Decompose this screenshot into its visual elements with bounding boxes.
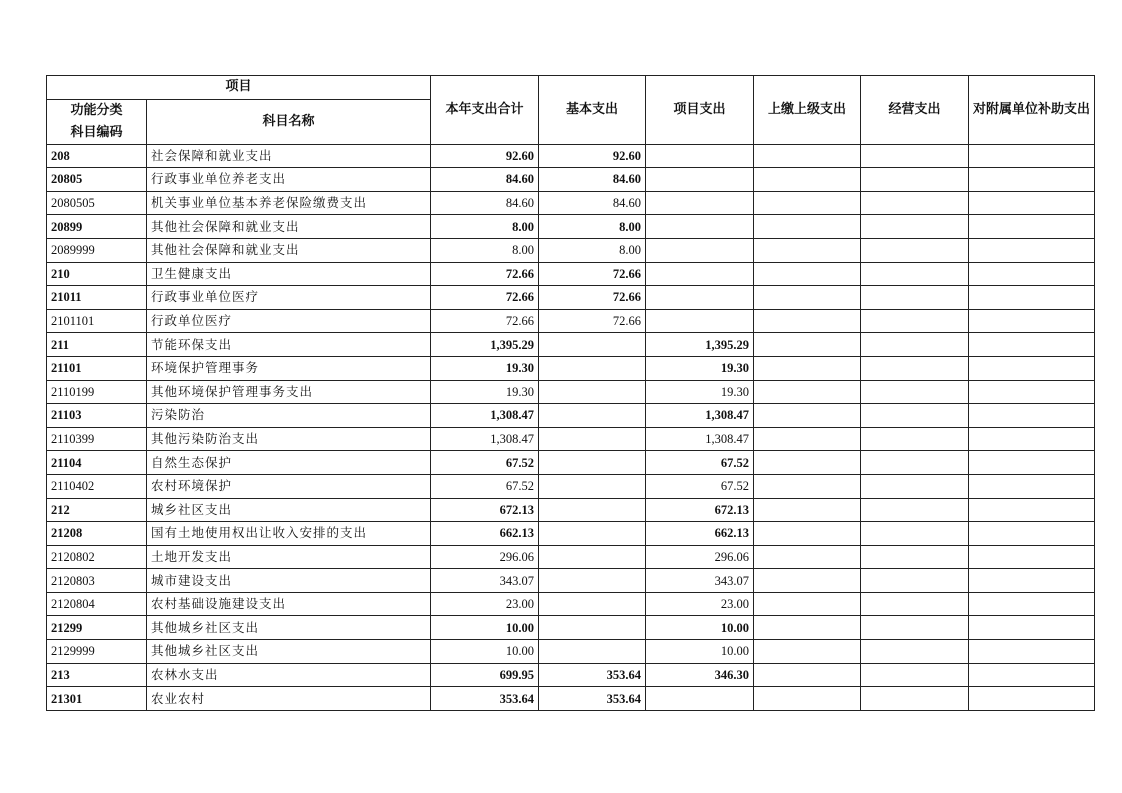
cell-upper bbox=[754, 168, 861, 192]
cell-total: 72.66 bbox=[431, 309, 539, 333]
table-row bbox=[47, 616, 1095, 640]
cell-total: 1,308.47 bbox=[431, 404, 539, 428]
cell-operating bbox=[861, 592, 969, 616]
table-row bbox=[47, 356, 1095, 380]
cell-code: 212 bbox=[47, 498, 147, 522]
cell-name: 行政事业单位医疗 bbox=[147, 286, 431, 310]
cell-operating bbox=[861, 545, 969, 569]
cell-total: 1,308.47 bbox=[431, 427, 539, 451]
cell-upper bbox=[754, 427, 861, 451]
cell-operating bbox=[861, 427, 969, 451]
cell-basic: 353.64 bbox=[539, 687, 646, 711]
table-row bbox=[47, 380, 1095, 404]
cell-name: 国有土地使用权出让收入安排的支出 bbox=[147, 522, 431, 546]
table-row bbox=[47, 168, 1095, 192]
table-body bbox=[47, 144, 1095, 710]
header-project-expenditure: 项目支出 bbox=[646, 76, 754, 145]
cell-basic: 72.66 bbox=[539, 262, 646, 286]
cell-project: 343.07 bbox=[646, 569, 754, 593]
cell-total: 662.13 bbox=[431, 522, 539, 546]
cell-code: 21104 bbox=[47, 451, 147, 475]
cell-basic bbox=[539, 569, 646, 593]
table-row bbox=[47, 663, 1095, 687]
cell-project: 19.30 bbox=[646, 356, 754, 380]
table-row bbox=[47, 404, 1095, 428]
cell-subsidiary bbox=[969, 451, 1095, 475]
cell-project: 662.13 bbox=[646, 522, 754, 546]
cell-project: 1,308.47 bbox=[646, 404, 754, 428]
table-row bbox=[47, 592, 1095, 616]
cell-basic: 72.66 bbox=[539, 286, 646, 310]
cell-upper bbox=[754, 262, 861, 286]
cell-upper bbox=[754, 309, 861, 333]
cell-name: 环境保护管理事务 bbox=[147, 356, 431, 380]
cell-subsidiary bbox=[969, 687, 1095, 711]
header-code-line1: 功能分类 bbox=[70, 102, 123, 118]
cell-upper bbox=[754, 144, 861, 168]
cell-total: 19.30 bbox=[431, 356, 539, 380]
cell-operating bbox=[861, 309, 969, 333]
header-total-expenditure: 本年支出合计 bbox=[431, 76, 539, 145]
cell-operating bbox=[861, 333, 969, 357]
cell-basic bbox=[539, 640, 646, 664]
cell-project: 672.13 bbox=[646, 498, 754, 522]
cell-upper bbox=[754, 592, 861, 616]
cell-total: 353.64 bbox=[431, 687, 539, 711]
cell-basic bbox=[539, 333, 646, 357]
cell-operating bbox=[861, 569, 969, 593]
cell-basic: 353.64 bbox=[539, 663, 646, 687]
cell-code: 211 bbox=[47, 333, 147, 357]
table-row bbox=[47, 427, 1095, 451]
cell-subsidiary bbox=[969, 309, 1095, 333]
table-row bbox=[47, 191, 1095, 215]
cell-total: 8.00 bbox=[431, 215, 539, 239]
cell-subsidiary bbox=[969, 262, 1095, 286]
cell-subsidiary bbox=[969, 356, 1095, 380]
cell-upper bbox=[754, 663, 861, 687]
cell-code: 21101 bbox=[47, 356, 147, 380]
table-row bbox=[47, 545, 1095, 569]
cell-upper bbox=[754, 616, 861, 640]
table-row bbox=[47, 687, 1095, 711]
cell-subsidiary bbox=[969, 333, 1095, 357]
cell-subsidiary bbox=[969, 640, 1095, 664]
cell-name: 农业农村 bbox=[147, 687, 431, 711]
cell-project: 19.30 bbox=[646, 380, 754, 404]
cell-project: 346.30 bbox=[646, 663, 754, 687]
cell-project bbox=[646, 168, 754, 192]
cell-upper bbox=[754, 522, 861, 546]
header-function-code bbox=[47, 99, 147, 144]
cell-name: 农村基础设施建设支出 bbox=[147, 592, 431, 616]
cell-basic bbox=[539, 404, 646, 428]
cell-upper bbox=[754, 404, 861, 428]
cell-code: 208 bbox=[47, 144, 147, 168]
cell-operating bbox=[861, 191, 969, 215]
cell-operating bbox=[861, 663, 969, 687]
cell-code: 2101101 bbox=[47, 309, 147, 333]
cell-project: 67.52 bbox=[646, 451, 754, 475]
cell-basic bbox=[539, 522, 646, 546]
cell-code: 20899 bbox=[47, 215, 147, 239]
cell-code: 2129999 bbox=[47, 640, 147, 664]
table-row bbox=[47, 522, 1095, 546]
cell-operating bbox=[861, 640, 969, 664]
cell-name: 其他环境保护管理事务支出 bbox=[147, 380, 431, 404]
cell-code: 2110399 bbox=[47, 427, 147, 451]
cell-upper bbox=[754, 474, 861, 498]
cell-project bbox=[646, 144, 754, 168]
cell-upper bbox=[754, 215, 861, 239]
cell-subsidiary bbox=[969, 144, 1095, 168]
cell-subsidiary bbox=[969, 616, 1095, 640]
cell-basic: 72.66 bbox=[539, 309, 646, 333]
cell-project: 296.06 bbox=[646, 545, 754, 569]
cell-total: 67.52 bbox=[431, 474, 539, 498]
cell-code: 213 bbox=[47, 663, 147, 687]
table-row bbox=[47, 262, 1095, 286]
table-row bbox=[47, 215, 1095, 239]
cell-total: 10.00 bbox=[431, 640, 539, 664]
cell-total: 672.13 bbox=[431, 498, 539, 522]
cell-project bbox=[646, 687, 754, 711]
cell-code: 21299 bbox=[47, 616, 147, 640]
header-upper-level-payment: 上缴上级支出 bbox=[754, 76, 861, 145]
cell-subsidiary bbox=[969, 380, 1095, 404]
cell-basic bbox=[539, 380, 646, 404]
cell-name: 卫生健康支出 bbox=[147, 262, 431, 286]
cell-total: 92.60 bbox=[431, 144, 539, 168]
cell-code: 20805 bbox=[47, 168, 147, 192]
table-row bbox=[47, 144, 1095, 168]
cell-subsidiary bbox=[969, 663, 1095, 687]
cell-upper bbox=[754, 380, 861, 404]
cell-name: 社会保障和就业支出 bbox=[147, 144, 431, 168]
cell-operating bbox=[861, 168, 969, 192]
cell-basic: 84.60 bbox=[539, 168, 646, 192]
cell-name: 城市建设支出 bbox=[147, 569, 431, 593]
cell-total: 84.60 bbox=[431, 168, 539, 192]
cell-operating bbox=[861, 356, 969, 380]
cell-project: 1,395.29 bbox=[646, 333, 754, 357]
cell-subsidiary bbox=[969, 238, 1095, 262]
cell-basic: 84.60 bbox=[539, 191, 646, 215]
cell-code: 2120803 bbox=[47, 569, 147, 593]
cell-code: 21103 bbox=[47, 404, 147, 428]
cell-project bbox=[646, 286, 754, 310]
header-code-line2: 科目编码 bbox=[70, 124, 123, 140]
table-row bbox=[47, 451, 1095, 475]
cell-operating bbox=[861, 262, 969, 286]
cell-total: 84.60 bbox=[431, 191, 539, 215]
cell-name: 其他社会保障和就业支出 bbox=[147, 215, 431, 239]
cell-upper bbox=[754, 356, 861, 380]
budget-expenditure-table bbox=[46, 75, 1095, 711]
cell-subsidiary bbox=[969, 404, 1095, 428]
table-row bbox=[47, 333, 1095, 357]
cell-basic bbox=[539, 427, 646, 451]
cell-total: 8.00 bbox=[431, 238, 539, 262]
header-operating-expenditure: 经营支出 bbox=[861, 76, 969, 145]
cell-operating bbox=[861, 687, 969, 711]
table-row bbox=[47, 498, 1095, 522]
cell-project bbox=[646, 191, 754, 215]
cell-upper bbox=[754, 545, 861, 569]
table-row bbox=[47, 238, 1095, 262]
cell-basic bbox=[539, 592, 646, 616]
cell-name: 其他城乡社区支出 bbox=[147, 616, 431, 640]
cell-project bbox=[646, 309, 754, 333]
cell-basic: 8.00 bbox=[539, 215, 646, 239]
cell-code: 2089999 bbox=[47, 238, 147, 262]
cell-total: 699.95 bbox=[431, 663, 539, 687]
cell-name: 农林水支出 bbox=[147, 663, 431, 687]
cell-upper bbox=[754, 451, 861, 475]
cell-total: 72.66 bbox=[431, 262, 539, 286]
cell-code: 210 bbox=[47, 262, 147, 286]
cell-upper bbox=[754, 498, 861, 522]
header-subject-name: 科目名称 bbox=[147, 99, 431, 144]
cell-name: 其他社会保障和就业支出 bbox=[147, 238, 431, 262]
cell-project: 23.00 bbox=[646, 592, 754, 616]
cell-operating bbox=[861, 498, 969, 522]
cell-name: 其他污染防治支出 bbox=[147, 427, 431, 451]
cell-code: 2120802 bbox=[47, 545, 147, 569]
cell-total: 1,395.29 bbox=[431, 333, 539, 357]
cell-name: 自然生态保护 bbox=[147, 451, 431, 475]
cell-upper bbox=[754, 687, 861, 711]
cell-subsidiary bbox=[969, 474, 1095, 498]
cell-code: 2110402 bbox=[47, 474, 147, 498]
cell-basic bbox=[539, 498, 646, 522]
cell-name: 土地开发支出 bbox=[147, 545, 431, 569]
cell-project bbox=[646, 215, 754, 239]
cell-project: 10.00 bbox=[646, 616, 754, 640]
cell-upper bbox=[754, 238, 861, 262]
cell-subsidiary bbox=[969, 168, 1095, 192]
cell-basic: 8.00 bbox=[539, 238, 646, 262]
cell-code: 2110199 bbox=[47, 380, 147, 404]
cell-name: 污染防治 bbox=[147, 404, 431, 428]
cell-basic: 92.60 bbox=[539, 144, 646, 168]
cell-name: 城乡社区支出 bbox=[147, 498, 431, 522]
cell-total: 10.00 bbox=[431, 616, 539, 640]
table-row bbox=[47, 474, 1095, 498]
cell-upper bbox=[754, 286, 861, 310]
cell-subsidiary bbox=[969, 427, 1095, 451]
cell-code: 21301 bbox=[47, 687, 147, 711]
cell-code: 21208 bbox=[47, 522, 147, 546]
table-row bbox=[47, 286, 1095, 310]
cell-code: 21011 bbox=[47, 286, 147, 310]
cell-basic bbox=[539, 545, 646, 569]
cell-subsidiary bbox=[969, 215, 1095, 239]
cell-operating bbox=[861, 215, 969, 239]
table-row bbox=[47, 640, 1095, 664]
cell-basic bbox=[539, 474, 646, 498]
cell-total: 23.00 bbox=[431, 592, 539, 616]
cell-project: 67.52 bbox=[646, 474, 754, 498]
cell-total: 296.06 bbox=[431, 545, 539, 569]
cell-project bbox=[646, 262, 754, 286]
cell-total: 343.07 bbox=[431, 569, 539, 593]
header-subsidiary-subsidy: 对附属单位补助支出 bbox=[969, 76, 1095, 145]
header-basic-expenditure: 基本支出 bbox=[539, 76, 646, 145]
cell-operating bbox=[861, 474, 969, 498]
cell-operating bbox=[861, 522, 969, 546]
cell-upper bbox=[754, 640, 861, 664]
table-row bbox=[47, 309, 1095, 333]
cell-basic bbox=[539, 451, 646, 475]
cell-upper bbox=[754, 333, 861, 357]
cell-operating bbox=[861, 616, 969, 640]
cell-name: 农村环境保护 bbox=[147, 474, 431, 498]
cell-project: 1,308.47 bbox=[646, 427, 754, 451]
cell-project bbox=[646, 238, 754, 262]
cell-operating bbox=[861, 404, 969, 428]
cell-code: 2080505 bbox=[47, 191, 147, 215]
cell-basic bbox=[539, 356, 646, 380]
table-row bbox=[47, 569, 1095, 593]
cell-total: 19.30 bbox=[431, 380, 539, 404]
cell-subsidiary bbox=[969, 522, 1095, 546]
cell-name: 其他城乡社区支出 bbox=[147, 640, 431, 664]
cell-total: 72.66 bbox=[431, 286, 539, 310]
cell-operating bbox=[861, 238, 969, 262]
cell-operating bbox=[861, 286, 969, 310]
cell-subsidiary bbox=[969, 545, 1095, 569]
cell-project: 10.00 bbox=[646, 640, 754, 664]
cell-name: 节能环保支出 bbox=[147, 333, 431, 357]
cell-basic bbox=[539, 616, 646, 640]
cell-subsidiary bbox=[969, 286, 1095, 310]
cell-operating bbox=[861, 380, 969, 404]
cell-subsidiary bbox=[969, 191, 1095, 215]
cell-subsidiary bbox=[969, 569, 1095, 593]
cell-subsidiary bbox=[969, 592, 1095, 616]
cell-upper bbox=[754, 191, 861, 215]
cell-upper bbox=[754, 569, 861, 593]
cell-name: 行政单位医疗 bbox=[147, 309, 431, 333]
cell-name: 行政事业单位养老支出 bbox=[147, 168, 431, 192]
cell-operating bbox=[861, 451, 969, 475]
cell-operating bbox=[861, 144, 969, 168]
header-project-group: 项目 bbox=[47, 76, 431, 100]
cell-code: 2120804 bbox=[47, 592, 147, 616]
cell-total: 67.52 bbox=[431, 451, 539, 475]
cell-name: 机关事业单位基本养老保险缴费支出 bbox=[147, 191, 431, 215]
cell-subsidiary bbox=[969, 498, 1095, 522]
